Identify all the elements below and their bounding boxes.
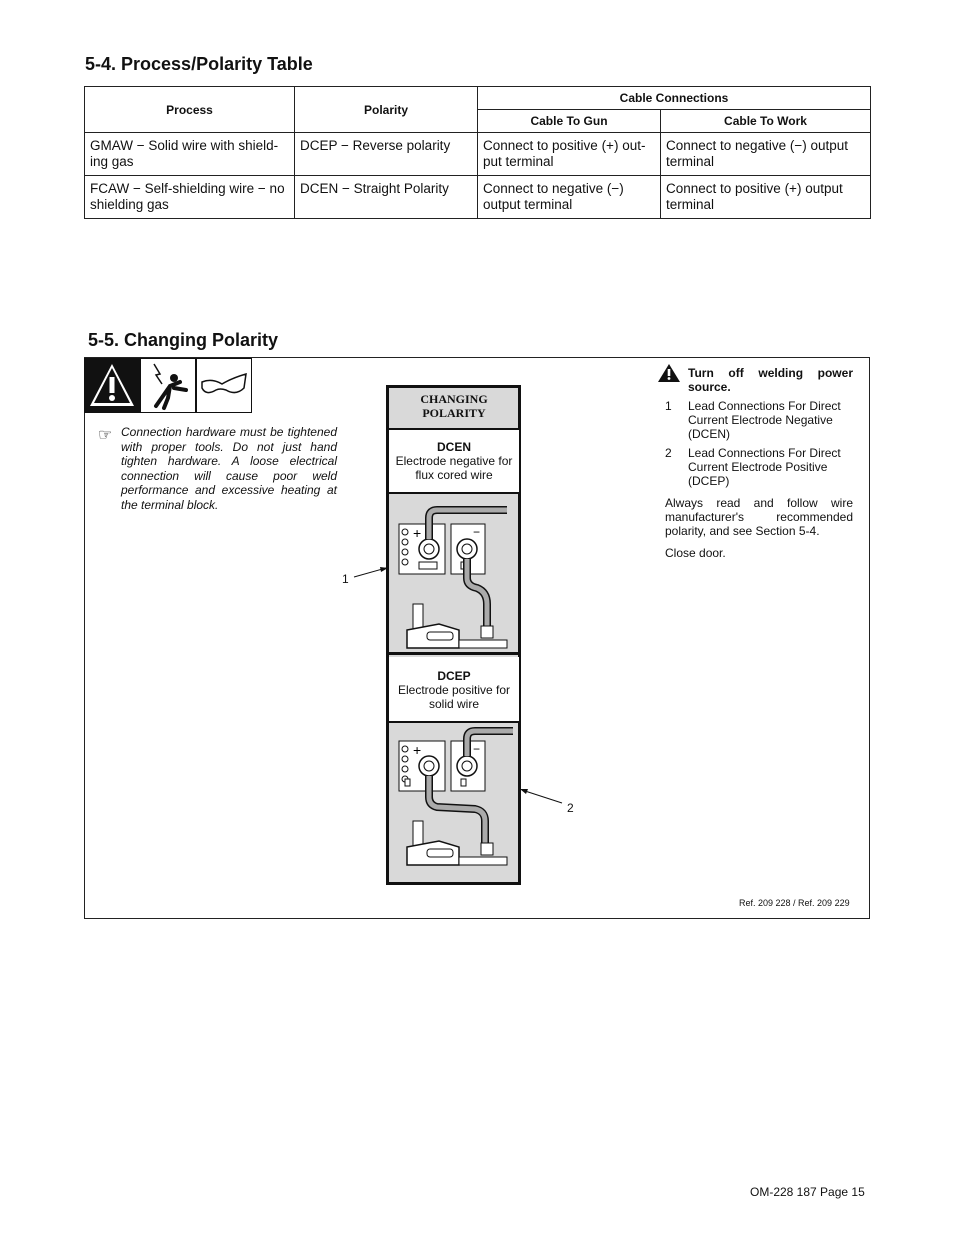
diagram-header <box>389 392 519 420</box>
dcep-title: DCEP <box>437 669 471 683</box>
header-polarity: Polarity <box>295 87 478 133</box>
cell-work: Connect to negative (−) output terminal <box>661 133 871 176</box>
instructions <box>665 366 853 560</box>
callout-arrows <box>340 560 580 820</box>
callout-1: 1 <box>342 572 349 586</box>
svg-text:+: + <box>413 742 422 758</box>
polarity-instruction: Always read and follow wire manufacturer's recommended polarity, and see Section 5-4. <box>665 496 853 538</box>
list-item-number: 2 <box>665 446 672 460</box>
section-5-4-title: 5-4. Process/Polarity Table <box>85 54 313 74</box>
svg-text:−: − <box>473 742 481 756</box>
list-item-text: Lead Connections For Direct Current Electrode Negative (DCEN) <box>688 399 841 441</box>
cell-work: Connect to positive (+) output terminal <box>661 176 871 219</box>
warning-text <box>665 366 853 394</box>
header-cable-connections: Cable Connections <box>478 87 871 110</box>
callout-2: 2 <box>567 801 574 815</box>
cell-process: GMAW − Solid wire with shield-ing gas <box>85 133 295 176</box>
safety-icons <box>84 358 252 413</box>
table-row <box>85 176 871 219</box>
connection-note: Connection hardware must be tightened with proper tools. Do not just hand tighten hardware. A loose electrical connection will cause poor weld performance and excessive heating at the terminal block. <box>121 425 337 512</box>
dcen-desc: Electrode negative for flux cored wire <box>395 454 513 482</box>
page-footer: OM-228 187 Page 15 <box>750 1185 865 1199</box>
reference-numbers: Ref. 209 228 / Ref. 209 229 <box>739 898 850 908</box>
cell-polarity: DCEP − Reverse polarity <box>295 133 478 176</box>
dcen-title: DCEN <box>436 440 471 454</box>
close-door-instruction: Close door. <box>665 546 726 560</box>
safety-glasses-icon <box>197 359 252 413</box>
list-item-number: 1 <box>665 399 672 413</box>
electric-shock-icon <box>141 359 196 413</box>
dcen-label <box>389 428 519 494</box>
header-cable-to-work: Cable To Work <box>661 110 871 133</box>
warning-triangle-icon <box>658 364 680 382</box>
warning-label: Turn off welding power source. <box>688 366 853 394</box>
svg-text:−: − <box>473 525 481 539</box>
cell-gun: Connect to negative (−) output terminal <box>478 176 661 219</box>
list-item <box>665 399 853 441</box>
section-5-5-title: 5-5. Changing Polarity <box>88 330 279 350</box>
dcep-desc: Electrode positive for solid wire <box>397 683 511 711</box>
cell-gun: Connect to positive (+) out-put terminal <box>478 133 661 176</box>
list-item <box>665 446 853 488</box>
process-polarity-table <box>84 86 871 219</box>
header-process: Process <box>85 87 295 133</box>
svg-text:+: + <box>413 525 422 541</box>
cell-process: FCAW − Self-shielding wire − no shielding gas <box>85 176 295 219</box>
diagram-header-line2: POLARITY <box>422 406 486 420</box>
list-item-text: Lead Connections For Direct Current Electrode Positive (DCEP) <box>688 446 841 488</box>
warning-icon <box>84 358 140 413</box>
cell-polarity: DCEN − Straight Polarity <box>295 176 478 219</box>
pointing-hand-icon: ☞ <box>98 427 113 444</box>
diagram-header-line1: CHANGING <box>420 392 488 406</box>
table-row <box>85 133 871 176</box>
header-cable-to-gun: Cable To Gun <box>478 110 661 133</box>
